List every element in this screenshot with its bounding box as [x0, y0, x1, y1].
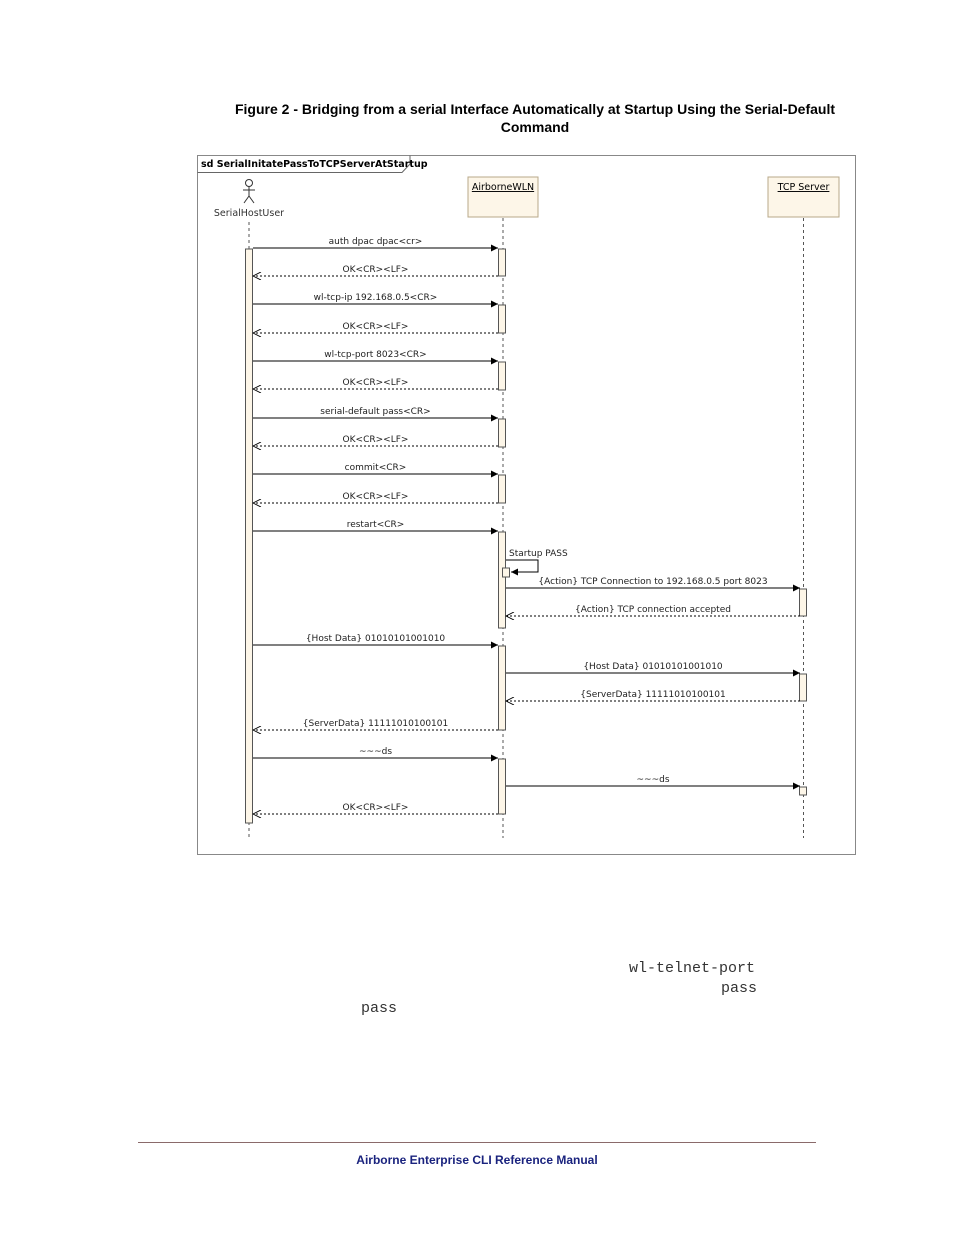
self-message-arrow — [506, 560, 538, 572]
footer-text: Airborne Enterprise CLI Reference Manual — [356, 1153, 598, 1167]
activation-wln — [499, 249, 506, 276]
activation-wln — [499, 362, 506, 390]
frame-border — [198, 156, 856, 855]
figure-caption-line1: Figure 2 - Bridging from a serial Interface Automatically at Startup Using the Serial-Default — [234, 101, 836, 117]
message-label: {ServerData} 11111010100101 — [580, 690, 726, 700]
activation-wln-self — [503, 568, 510, 577]
message-label: ~~~ds — [358, 747, 393, 757]
activation-actor — [246, 249, 253, 823]
actor-label: SerialHostUser — [213, 208, 285, 219]
activation-bars — [246, 249, 807, 823]
message-label: ~~~ds — [636, 775, 670, 785]
activation-wln — [499, 475, 506, 503]
message-label: OK<CR><LF> — [342, 322, 409, 332]
message-label: Startup PASS — [509, 549, 568, 559]
message-label: OK<CR><LF> — [342, 435, 409, 445]
body-text-fragment: wl-telnet-port — [629, 960, 756, 977]
message-label: commit<CR> — [344, 463, 407, 473]
lifeline-server-label: TCP Server — [777, 182, 830, 193]
message-label: {Host Data} 01010101001010 — [583, 662, 723, 672]
message-label: {ServerData} 11111010100101 — [302, 719, 449, 729]
figure-caption-line2: Command — [500, 119, 570, 135]
message-label: {Host Data} 01010101001010 — [305, 634, 446, 644]
message-label: OK<CR><LF> — [342, 803, 409, 813]
body-text-fragment: pass — [721, 980, 758, 997]
activation-wln — [499, 759, 506, 814]
activation-wln — [499, 305, 506, 333]
body-text-fragment: pass — [361, 1000, 398, 1017]
activation-server — [800, 589, 807, 616]
activation-wln — [499, 419, 506, 447]
activation-wln — [499, 646, 506, 730]
frame-label: sd SerialInitatePassToTCPServerAtStartup — [201, 159, 428, 170]
activation-server — [800, 674, 807, 701]
lifeline-wln-label: AirborneWLN — [471, 182, 535, 193]
message-label: {Action} TCP Connection to 192.168.0.5 port 8023 — [538, 577, 768, 587]
activation-server — [800, 787, 807, 795]
message-label: OK<CR><LF> — [342, 378, 409, 388]
actor-figure-icon — [243, 180, 255, 204]
messages-layer — [253, 237, 800, 814]
message-label: OK<CR><LF> — [342, 492, 409, 502]
message-label: restart<CR> — [346, 520, 405, 530]
message-label: serial-default pass<CR> — [320, 407, 431, 417]
message-label: {Action} TCP connection accepted — [575, 605, 731, 615]
message-label: wl-tcp-ip 192.168.0.5<CR> — [313, 293, 438, 303]
message-label: OK<CR><LF> — [342, 265, 409, 275]
message-label: wl-tcp-port 8023<CR> — [324, 350, 427, 360]
message-label: auth dpac dpac<cr> — [328, 237, 423, 247]
footer-rule — [138, 1142, 816, 1143]
activation-wln — [499, 532, 506, 628]
